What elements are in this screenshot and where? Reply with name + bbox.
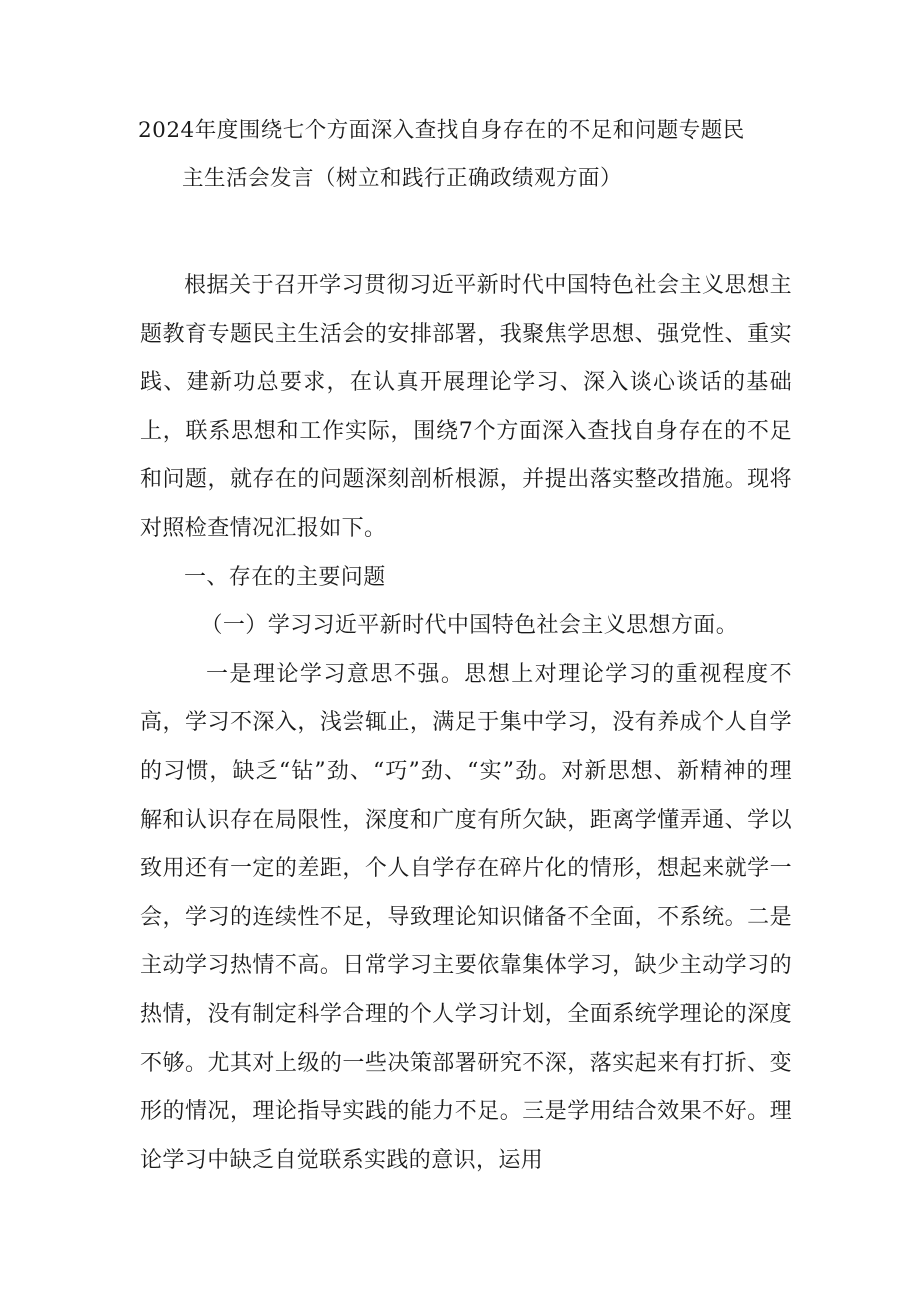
document-title-line-1: 2024年度围绕七个方面深入查找自身存在的不足和问题专题民 [138, 118, 745, 143]
section-heading-1: 一、存在的主要问题 [184, 564, 386, 590]
subsection-body-1: 一是理论学习意思不强。思想上对理论学习的重视程度不高，学习不深入，浅尝辄止，满足于集中学习，没有养成个人自学的习惯，缺乏“钻”劲、“巧”劲、“实”劲。对新思想、新精神的理解和认识存在局限性，深度和广度有所欠缺，距离学懂弄通、学以致用还有一定的差距，个人自学存在碎片化的情形，想起来就学一会，学习的连续性不足，导致理论知识储备不全面，不系统。二是主动学习热情不高。日常学习主要依靠集体学习，缺少主动学习的热情，没有制定科学合理的个人学习计划，全面系统学理论的深度不够。尤其对上级的一些决策部署研究不深，落实起来有打折、变形的情况，理论指导实践的能力不足。三是学用结合效果不好。理论学习中缺乏自觉联系实践的意识，运用 [140, 661, 792, 1173]
subsection-heading-1: （一）学习习近平新时代中国特色社会主义思想方面。 [200, 613, 739, 639]
document-body [140, 262, 792, 1185]
document-title-line-2: 主生活会发言（树立和践行正确政绩观方面） [182, 166, 623, 191]
intro-paragraph: 根据关于召开学习贯彻习近平新时代中国特色社会主义思想主题教育专题民主生活会的安排部署，我聚焦学思想、强党性、重实践、建新功总要求，在认真开展理论学习、深入谈心谈话的基础上，联系思想和工作实际，围绕7个方面深入查找自身存在的不足和问题，就存在的问题深刻剖析根源，并提出落实整改措施。现将对照检查情况汇报如下。 [140, 273, 792, 541]
